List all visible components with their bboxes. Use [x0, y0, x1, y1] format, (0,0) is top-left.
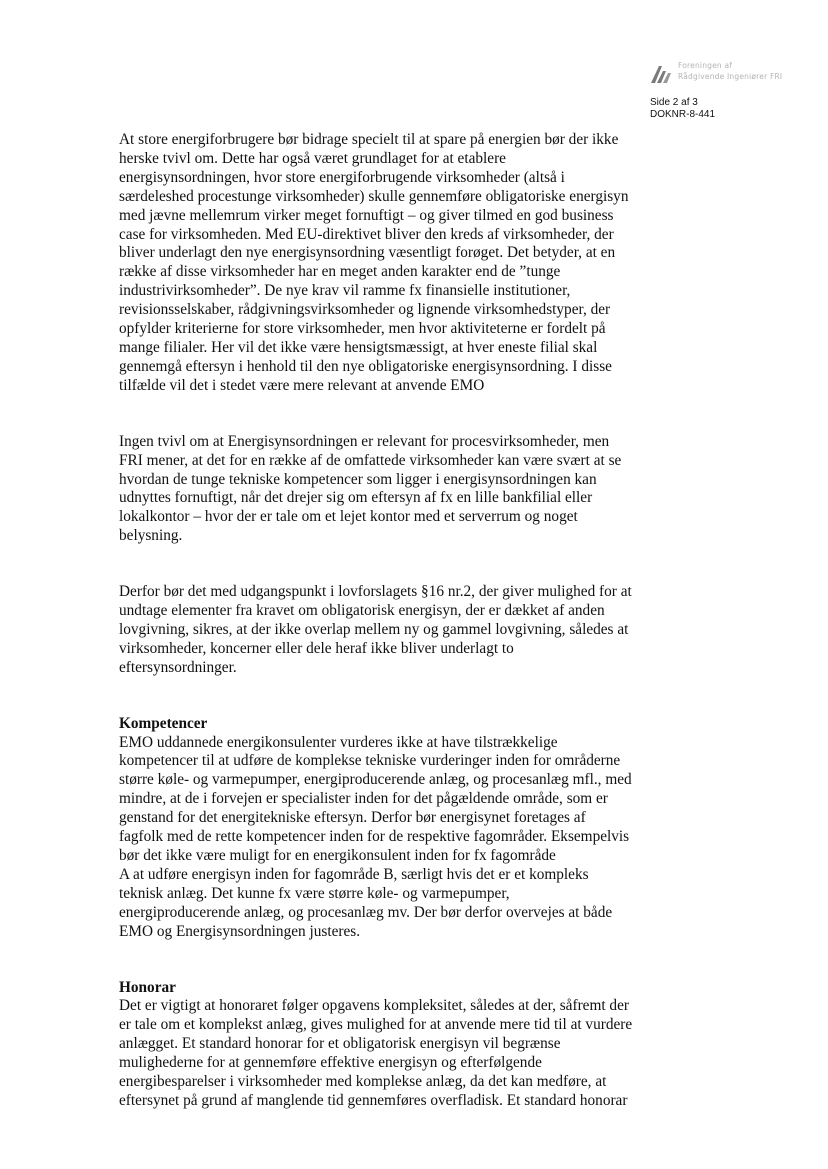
text-line: eftersynet på grund af manglende tid gennemføres overfladisk. Et standard honorar [119, 1091, 628, 1109]
document-number: DOKNR-8-441 [650, 109, 716, 120]
section-kompetencer [119, 715, 659, 942]
fri-logo-icon [650, 62, 674, 84]
logo-line-2: Rådgivende Ingeniører FRI [678, 72, 783, 81]
page-number: Side 2 af 3 [650, 97, 698, 108]
text-line: belysning. [119, 527, 183, 545]
text-line: Ingen tvivl om at Energisynsordningen er relevant for procesvirksomheder, men [119, 432, 610, 450]
text-line: række af disse virksomheder har en meget anden karakter end de ”tunge [119, 263, 561, 281]
logo-text [678, 60, 782, 82]
text-line: anlægget. Et standard honorar for et obligatorisk energisyn vil begrænse [119, 1035, 561, 1053]
text-line: bliver underlagt den nye energisynsordning væsentligt forøget. Det betyder, at en [119, 244, 616, 262]
text-line: EMO uddannede energikonsulenter vurderes ikke at have tilstrækkelige [119, 733, 558, 751]
text-line: udnyttes fornuftigt, når det drejer sig om eftersyn af fx en lille bankfilial eller [119, 489, 593, 507]
paragraph-process-companies [119, 433, 659, 546]
text-line: teknisk anlæg. Det kunne fx være større køle- og varmepumper, [119, 884, 510, 902]
page-info [650, 97, 715, 121]
text-line: tilfælde vil det i stedet være mere relevant at anvende EMO [119, 376, 485, 394]
text-line: mindre, at de i forvejen er specialister inden for det pågældende område, som er [119, 790, 608, 808]
text-line: hvordan de tunge tekniske kompetencer som ligger i energisynsordningen kan [119, 470, 597, 488]
text-line: revisionsselskaber, rådgivningsvirksomheder og lignende virksomhedstyper, der [119, 301, 611, 319]
text-line: opfylder kriterierne for store virksomheder, men hvor aktiviteterne er fordelt på [119, 320, 606, 338]
document-body [119, 131, 659, 1111]
text-line: energiproducerende anlæg, og procesanlæg mv. Der bør derfor overvejes at både [119, 903, 613, 921]
paragraph-energy-consumers [119, 131, 659, 396]
section-heading-kompetencer: Kompetencer [119, 714, 208, 732]
text-line: industrivirksomheder”. De nye krav vil ramme fx finansielle institutioner, [119, 282, 571, 300]
text-line: herske tvivl om. Dette har også været grundlaget for at etablere [119, 149, 506, 167]
text-line: kompetencer til at udføre de komplekse tekniske vurderinger inden for områderne [119, 752, 621, 770]
section-honorar [119, 979, 659, 1111]
text-line: fagfolk med de rette kompetencer inden for de respektive fagområder. Eksempelvis [119, 828, 630, 846]
paragraph-spacer [119, 396, 659, 433]
text-line: med jævne mellemrum virker meget fornuftigt – og giver tilmed en god business [119, 206, 614, 224]
text-line: energibesparelser i virksomheder med komplekse anlæg, da det kan medføre, at [119, 1073, 607, 1091]
text-line: energisynsordningen, hvor store energiforbrugende virksomheder (altså i [119, 168, 565, 186]
text-line: Det er vigtigt at honoraret følger opgavens kompleksitet, således at der, såfremt der [119, 997, 629, 1015]
section-heading-honorar: Honorar [119, 978, 176, 996]
text-line: FRI mener, at det for en række af de omfattede virksomheder kan være svært at se [119, 451, 622, 469]
text-line: A at udføre energisyn inden for fagområde B, særligt hvis det er et kompleks [119, 865, 589, 883]
paragraph-spacer [119, 942, 659, 979]
text-line: bør det ikke være muligt for en energikonsulent inden for fx fagområde [119, 847, 556, 864]
text-line: EMO og Energisynsordningen justeres. [119, 922, 361, 940]
logo-line-1: Foreningen af [678, 61, 733, 70]
paragraph-legislation [119, 583, 659, 678]
text-line: undtage elementer fra kravet om obligatorisk energisyn, der er dækket af anden [119, 602, 605, 620]
text-line: Derfor bør det med udgangspunkt i lovforslagets §16 nr.2, der giver mulighed for at [119, 583, 632, 601]
text-line: At store energiforbrugere bør bidrage specielt til at spare på energien bør der ikke [119, 131, 619, 148]
text-line: mange filialer. Her vil det ikke være hensigtsmæssigt, at hver eneste filial skal [119, 338, 598, 356]
paragraph-spacer [119, 678, 659, 715]
organization-logo [650, 60, 800, 86]
text-line: eftersynsordninger. [119, 658, 237, 676]
text-line: virksomheder, koncerner eller dele heraf ikke bliver underlagt to [119, 639, 514, 657]
text-line: mulighederne for at gennemføre effektive energisyn og efterfølgende [119, 1054, 542, 1072]
text-line: er tale om et komplekst anlæg, gives mulighed for at anvende mere tid til at vurdere [119, 1016, 633, 1034]
text-line: lokalkontor – hvor der er tale om et lejet kontor med et serverrum og noget [119, 508, 578, 526]
text-line: særdeleshed procestunge virksomheder) skulle gennemføre obligatoriske energisyn [119, 187, 629, 205]
text-line: større køle- og varmepumper, energiproducerende anlæg, og procesanlæg mfl., med [119, 771, 632, 789]
text-line: gennemgå eftersyn i henhold til den nye obligatoriske energisynsordning. I disse [119, 357, 612, 375]
text-line: lovgivning, sikres, at der ikke overlap mellem ny og gammel lovgivning, således at [119, 620, 629, 638]
paragraph-spacer [119, 546, 659, 583]
text-line: case for virksomheden. Med EU-direktivet bliver den kreds af virksomheder, der [119, 225, 614, 243]
text-line: genstand for det energitekniske eftersyn. Derfor bør energisynet foretages af [119, 809, 586, 827]
